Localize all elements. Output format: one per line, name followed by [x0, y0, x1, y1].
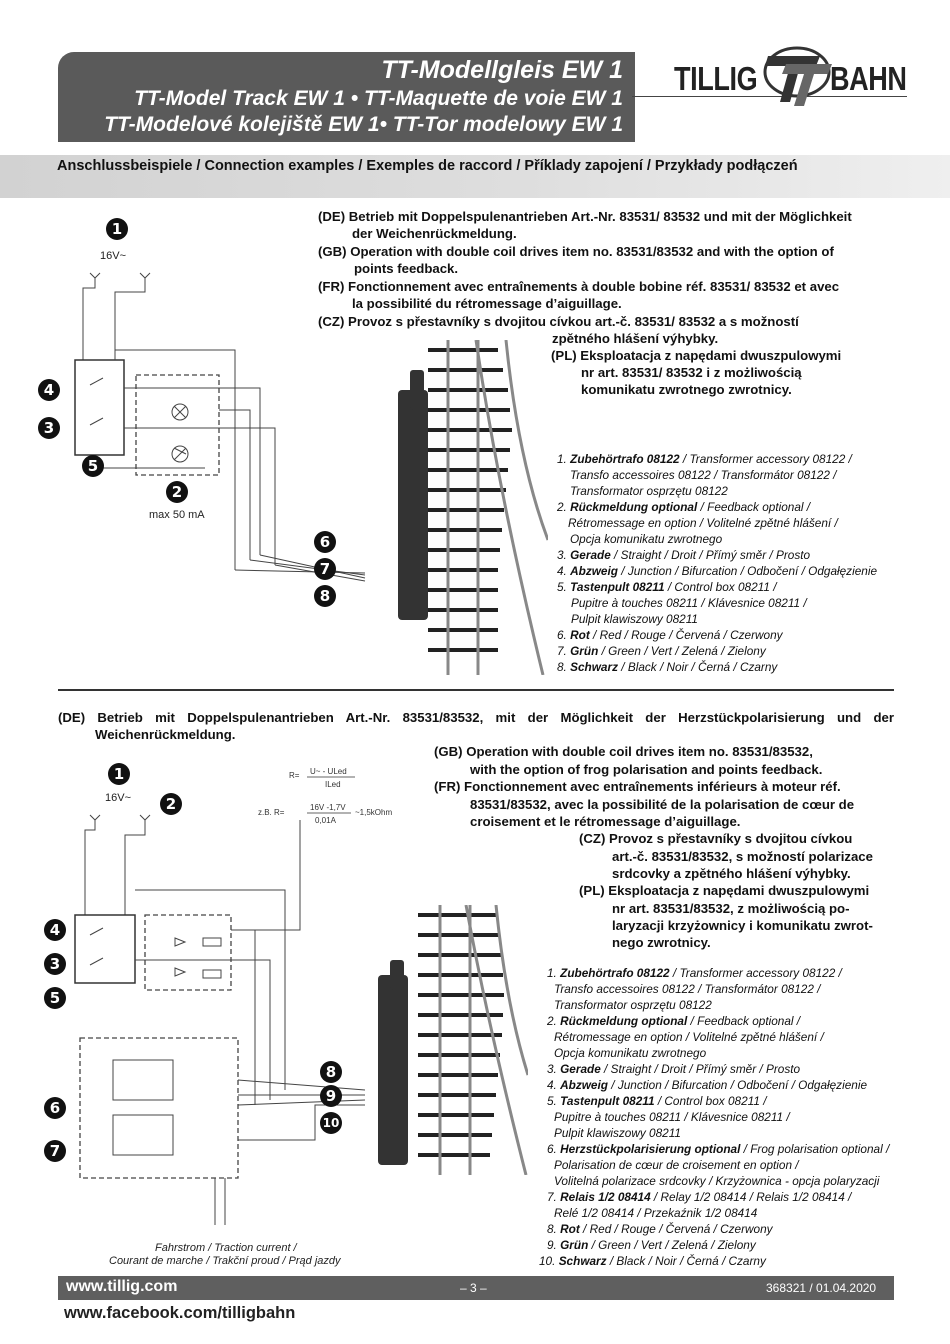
- s1-cz-line1: (CZ) Provoz s přestavníky s dvojitou cívkou art.-č. 83531/ 83532 a s možností: [318, 314, 799, 329]
- badge-3: 3: [38, 417, 60, 439]
- badge-6: 6: [314, 531, 336, 553]
- svg-text:0,01A: 0,01A: [315, 816, 336, 825]
- badge-5: 5: [44, 987, 66, 1009]
- badge-4: 4: [38, 379, 60, 401]
- title-banner: [58, 52, 635, 142]
- badge-7: 7: [314, 558, 336, 580]
- badge-6: 6: [44, 1097, 66, 1119]
- s1-max-current-label: max 50 mA: [149, 509, 205, 521]
- title-line-3: TT-Modelové kolejiště EW 1• TT-Tor modelowy EW 1: [104, 113, 623, 136]
- turnout-graphic-2: [378, 905, 528, 1175]
- traction-caption-1: Fahrstrom / Traction current /: [155, 1242, 297, 1254]
- legend-2: 1. Zubehörtrafo 08122 / Transformer accessory 08122 / Transfo accessoires 08122 / Transformátor 08122 / Transformator osprzętu 08122 2. Rückmeldung optional / Feedback optional / Rétromessage en option / Volitelné zpětné hlášení / Opcja komunikatu zwrotnego 3. Gerade / Straight / Droit / Přímý směr / Prosto 4. Abzweig / Junction / Bifurcation / Odbočení / Odgałęzienie 5. Tastenpult 08211 / Control box 08211 / Pupitre à touches 08211 / Klávesnice 08211 / Pulpit klawiszowy 08211 6. Herzstückpolarisierung optional / Frog polarisation optional / Polarisation de cœur de croisement en option / Volitelná polarizace srdcovky / Krzyżownica - opcja polaryzacji 7. Relais 1/2 08414 / Relay 1/2 08414 / Relais 1/2 08414 / Relé 1/2 08414 / Przekaźnik 1/2 08414 8. Rot / Red / Rouge / Červená / Czerwony 9. Grün / Green / Vert / Zelená / Zielony 10. Schwarz / Black / Noir / Černá / Czarny: [539, 966, 890, 1268]
- s1-fr-line2: la possibilité du rétromessage d’aiguillage.: [352, 296, 622, 311]
- s2-cz-line2: art.-č. 83531/83532, s možností polarizace: [612, 849, 873, 864]
- badge-3: 3: [44, 953, 66, 975]
- title-line-2: TT-Model Track EW 1 • TT-Maquette de voie EW 1: [134, 87, 623, 110]
- badge-9: 9: [320, 1085, 342, 1107]
- s1-de-line2: der Weichenrückmeldung.: [352, 226, 517, 241]
- s2-cz-line1: (CZ) Provoz s přestavníky s dvojitou cívkou: [579, 831, 853, 846]
- s1-gb-line1: (GB) Operation with double coil drives item no. 83531/83532 and with the option of: [318, 244, 834, 259]
- svg-text:z.B. R=: z.B. R=: [258, 808, 285, 817]
- tt-logo-mark-icon: [760, 44, 834, 108]
- traction-caption-2: Courant de marche / Trakční proud / Prąd jazdy: [109, 1255, 341, 1267]
- s2-voltage-label: 16V~: [105, 792, 131, 804]
- badge-8: 8: [320, 1061, 342, 1083]
- s2-de-line1: (DE) Betrieb mit Doppelspulenantrieben Art.-Nr. 83531/83532, mit der Möglichkeit der Herzstückpolarisierung und der: [58, 710, 894, 725]
- title-line-1: TT-Modellgleis EW 1: [381, 56, 623, 84]
- svg-text:R=: R=: [289, 771, 300, 780]
- s1-de-line1: (DE) Betrieb mit Doppelspulenantrieben Art.-Nr. 83531/ 83532 und mit der Möglichkeit: [318, 209, 852, 224]
- s1-fr-line1: (FR) Fonctionnement avec entraînements à double bobine réf. 83531/ 83532 et avec: [318, 279, 840, 294]
- badge-1: 1: [108, 763, 130, 785]
- badge-7: 7: [44, 1140, 66, 1162]
- svg-text:~1,5kOhm: ~1,5kOhm: [355, 808, 393, 817]
- page-number: – 3 –: [460, 1281, 487, 1295]
- s1-voltage-label: 16V~: [100, 250, 126, 262]
- svg-text:U~ - ULed: U~ - ULed: [310, 767, 347, 776]
- badge-10: 10: [320, 1112, 342, 1134]
- s1-pl-line3: komunikatu zwrotnego zwrotnicy.: [581, 382, 792, 397]
- document-code: 368321 / 01.04.2020: [766, 1281, 877, 1295]
- badge-2: 2: [160, 793, 182, 815]
- s2-gb-line1: (GB) Operation with double coil drives item no. 83531/83532,: [434, 744, 813, 759]
- s2-pl-line2: nr art. 83531/83532, z możliwością po-: [612, 901, 850, 916]
- s2-fr-line2: 83531/83532, avec la possibilité de la polarisation de cœur de: [470, 797, 855, 812]
- badge-8: 8: [314, 585, 336, 607]
- subtitle: Anschlussbeispiele / Connection examples / Exemples de raccord / Příklady zapojení / Przykłady podłączeń: [57, 158, 798, 174]
- svg-text:16V -1,7V: 16V -1,7V: [310, 803, 346, 812]
- website-link[interactable]: www.tillig.com: [66, 1278, 178, 1295]
- s2-de-line2: Weichenrückmeldung.: [95, 727, 236, 742]
- section-divider: [58, 689, 894, 691]
- s1-cz-line2: zpětného hlášení výhybky.: [552, 331, 719, 346]
- badge-1: 1: [106, 218, 128, 240]
- s2-pl-line1: (PL) Eksploatacja z napędami dwuszpulowymi: [579, 883, 870, 898]
- s2-gb-line2: with the option of frog polarisation and points feedback.: [470, 762, 823, 777]
- s1-pl-line1: (PL) Eksploatacja z napędami dwuszpulowymi: [551, 348, 842, 363]
- s1-gb-line2: points feedback.: [354, 261, 459, 276]
- badge-5: 5: [82, 455, 104, 477]
- svg-text:ILed: ILed: [325, 780, 341, 789]
- s2-fr-line3: croisement et le rétromessage d’aiguillage.: [470, 814, 741, 829]
- facebook-link[interactable]: www.facebook.com/tilligbahn: [64, 1304, 296, 1322]
- s2-fr-line1: (FR) Fonctionnement avec entraînements inférieurs à moteur réf.: [434, 779, 841, 794]
- badge-4: 4: [44, 919, 66, 941]
- badge-2: 2: [166, 481, 188, 503]
- s2-pl-line4: nego zwrotnicy.: [612, 935, 711, 950]
- s1-pl-line2: nr art. 83531/ 83532 i z możliwością: [581, 365, 802, 380]
- turnout-graphic-1: [398, 340, 548, 675]
- s2-pl-line3: laryzacji krzyżownicy i komunikatu zwrot-: [612, 918, 873, 933]
- tillig-bahn-logo: TILLIG BAHN: [660, 50, 910, 108]
- legend-1: 1. Zubehörtrafo 08122 / Transformer accessory 08122 / Transfo accessoires 08122 / Transformátor 08122 / Transformator osprzętu 08122 2. Rückmeldung optional / Feedback optional / Rétromessage en option / Volitelné zpětné hlášení / Opcja komunikatu zwrotnego 3. Gerade / Straight / Droit / Přímý směr / Prosto 4. Abzweig / Junction / Bifurcation / Odbočení / Odgałęzienie 5. Tastenpult 08211 / Control box 08211 / Pupitre à touches 08211 / Klávesnice 08211 / Pulpit klawiszowy 08211 6. Rot / Red / Rouge / Červená / Czerwony 7. Grün / Green / Vert / Zelená / Zielony 8. Schwarz / Black / Noir / Černá / Czarny: [557, 452, 878, 674]
- s2-cz-line3: srdcovky a zpětného hlášení výhybky.: [612, 866, 851, 881]
